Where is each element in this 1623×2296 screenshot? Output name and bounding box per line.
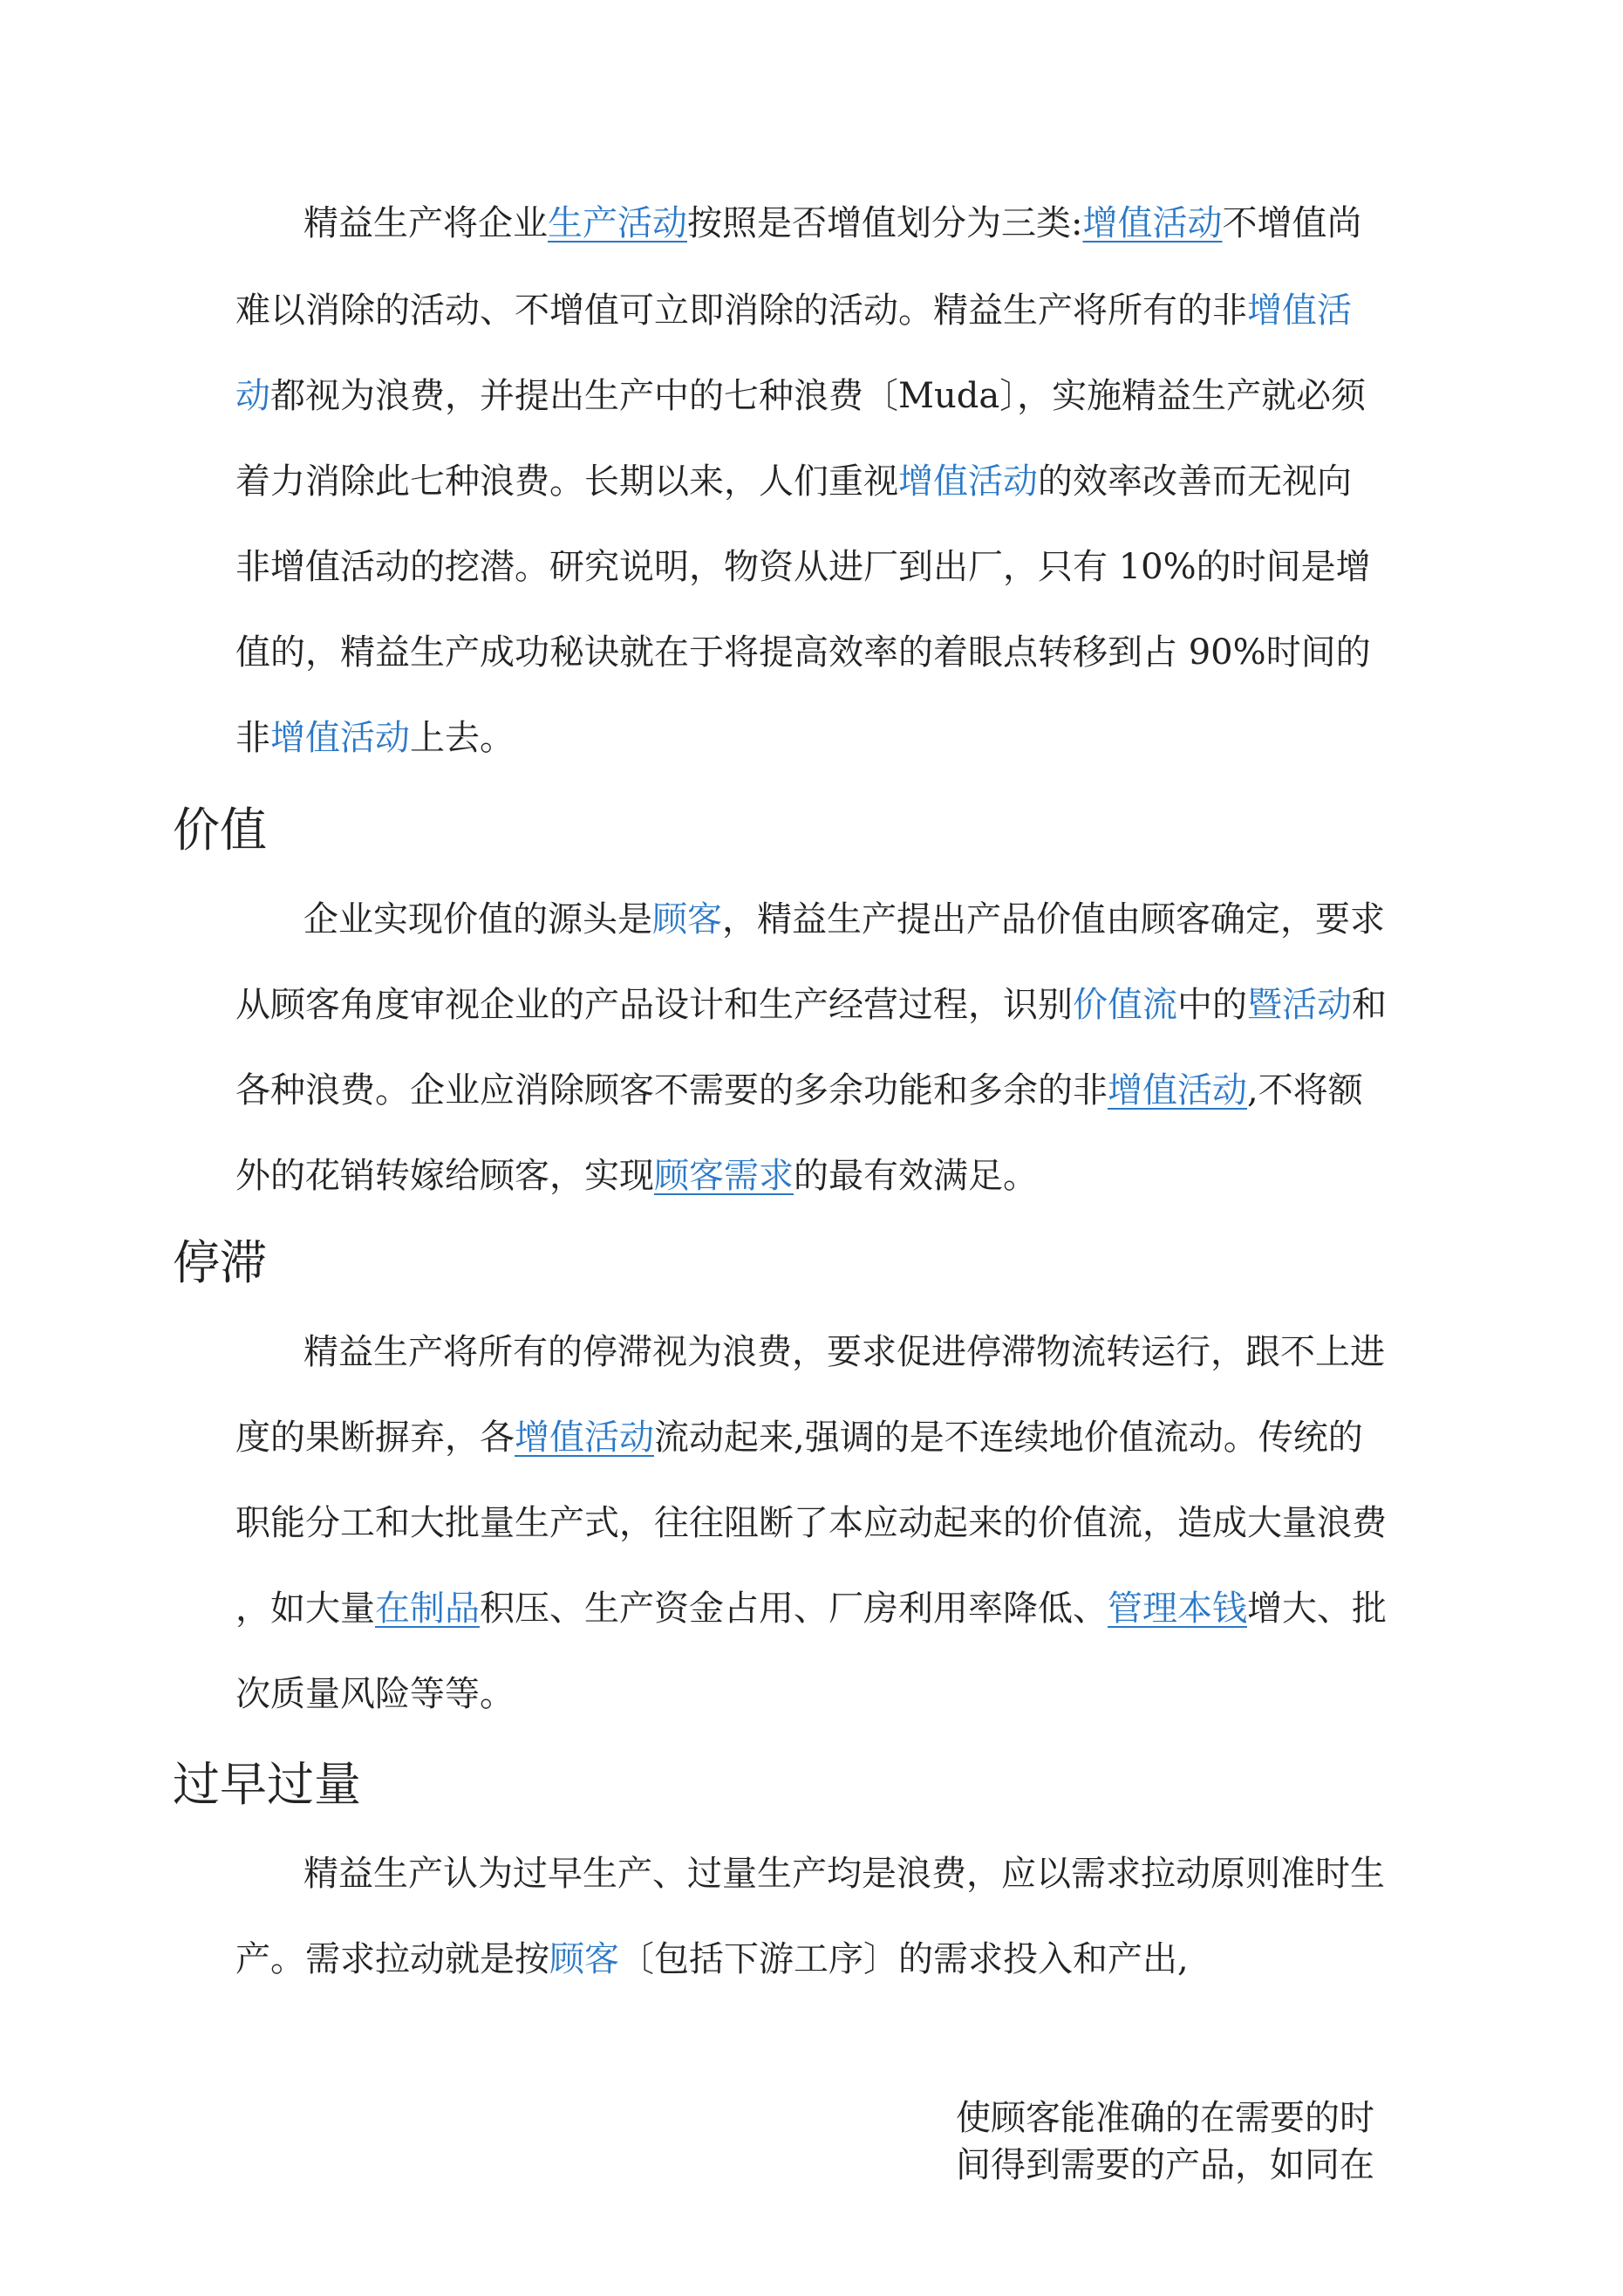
text-run: 企业实现价值的源头是 (303, 899, 652, 940)
text-run: ，如大量 (235, 1589, 375, 1629)
text-run: 〔包括下游工序〕的需求投入和产出, (619, 1939, 1189, 1979)
paragraph-line (303, 202, 1361, 244)
text-run: 上去。 (410, 718, 515, 758)
text-run: 积压、生产资金占用、厂房利用率降低、 (480, 1589, 1108, 1629)
paragraph-line (235, 1417, 1363, 1459)
paragraph-line (235, 717, 515, 759)
section-heading-value: 价值 (173, 803, 267, 858)
paragraph-line: 非增值活动的挖潜。研究说明，物资从进厂到出厂，只有 10%的时间是增 (235, 547, 1371, 587)
paragraph-line (235, 290, 1352, 331)
text-run: 的最有效满足。 (794, 1156, 1038, 1196)
link-value-added-activity[interactable]: 动 (235, 376, 270, 416)
text-run: 精益生产将企业 (303, 203, 548, 243)
paragraph-line (235, 1155, 1038, 1197)
text-run: 度的果断摒弃，各 (235, 1418, 515, 1458)
link-value-added-activity[interactable]: 增值活动 (1108, 1070, 1247, 1110)
link-value-added-activity[interactable]: 增值活 (1247, 290, 1352, 331)
paragraph-line (235, 375, 1366, 417)
paragraph-line: 精益生产认为过早生产、过量生产均是浪费，应以需求拉动原则准时生 (303, 1854, 1385, 1894)
link-value-added-activity[interactable]: 增值活动 (270, 718, 410, 758)
text-run: 按照是否增值划分为三类: (687, 203, 1083, 243)
text-run: 不增值尚 (1222, 203, 1362, 243)
link-work-in-process[interactable]: 在制品 (375, 1589, 480, 1629)
text-run: 外的花销转嫁给顾客，实现 (235, 1156, 654, 1196)
link-management-cost[interactable]: 管理本钱 (1108, 1589, 1247, 1629)
paragraph-line (235, 1069, 1363, 1111)
floating-text-line: 使顾客能准确的在需要的时 (956, 2098, 1374, 2138)
text-run: 着力消除此七种浪费。长期以来，人们重视 (235, 461, 898, 502)
text-run: ，精益生产提出产品价值由顾客确定，要求 (722, 899, 1385, 940)
paragraph-line (303, 899, 1385, 940)
link-value-added-activity[interactable]: 增值活动 (898, 461, 1038, 502)
link-activity[interactable]: 暨活动 (1247, 985, 1352, 1025)
paragraph-line: 次质量风险等等。 (235, 1674, 515, 1714)
paragraph-line: 精益生产将所有的停滞视为浪费，要求促进停滞物流转运行，跟不上进 (303, 1332, 1385, 1372)
text-run: 从顾客角度审视企业的产品设计和生产经营过程，识别 (235, 985, 1073, 1025)
text-run: 非 (235, 718, 270, 758)
text-run: 难以消除的活动、不增值可立即消除的活动。精益生产将所有的非 (235, 290, 1247, 331)
paragraph-line: 值的，精益生产成功秘诀就在于将提高效率的着眼点转移到占 90%时间的 (235, 632, 1371, 673)
link-customer-demand[interactable]: 顾客需求 (654, 1156, 794, 1196)
text-run: 和 (1352, 985, 1387, 1025)
text-run: 中的 (1177, 985, 1247, 1025)
paragraph-line (235, 1938, 1189, 1980)
paragraph-line: 职能分工和大批量生产式，往往阻断了本应动起来的价值流，造成大量浪费 (235, 1503, 1387, 1543)
link-value-stream[interactable]: 价值流 (1073, 985, 1177, 1025)
paragraph-line (235, 1588, 1387, 1630)
text-run: 的效率改善而无视向 (1038, 461, 1352, 502)
link-customer[interactable]: 顾客 (549, 1939, 619, 1979)
section-heading-stagnation: 停滞 (173, 1235, 267, 1290)
floating-text-line: 间得到需要的产品，如同在 (956, 2145, 1374, 2185)
link-customer[interactable]: 顾客 (652, 899, 722, 940)
link-value-added-activity[interactable]: 增值活动 (515, 1418, 654, 1458)
link-production-activity[interactable]: 生产活动 (548, 203, 687, 243)
paragraph-line (235, 461, 1352, 502)
section-heading-early-excess: 过早过量 (173, 1757, 361, 1812)
link-value-added-activity[interactable]: 增值活动 (1082, 203, 1223, 243)
text-run: 流动起来,强调的是不连续地价值流动。传统的 (654, 1418, 1363, 1458)
text-run: 产。需求拉动就是按 (235, 1939, 549, 1979)
text-run: 各种浪费。企业应消除顾客不需要的多余功能和多余的非 (235, 1070, 1108, 1110)
text-run: ,不将额 (1247, 1070, 1363, 1110)
text-run: 增大、批 (1247, 1589, 1387, 1629)
text-run: 都视为浪费，并提出生产中的七种浪费〔Muda〕，实施精益生产就必须 (270, 376, 1367, 416)
paragraph-line (235, 984, 1387, 1026)
